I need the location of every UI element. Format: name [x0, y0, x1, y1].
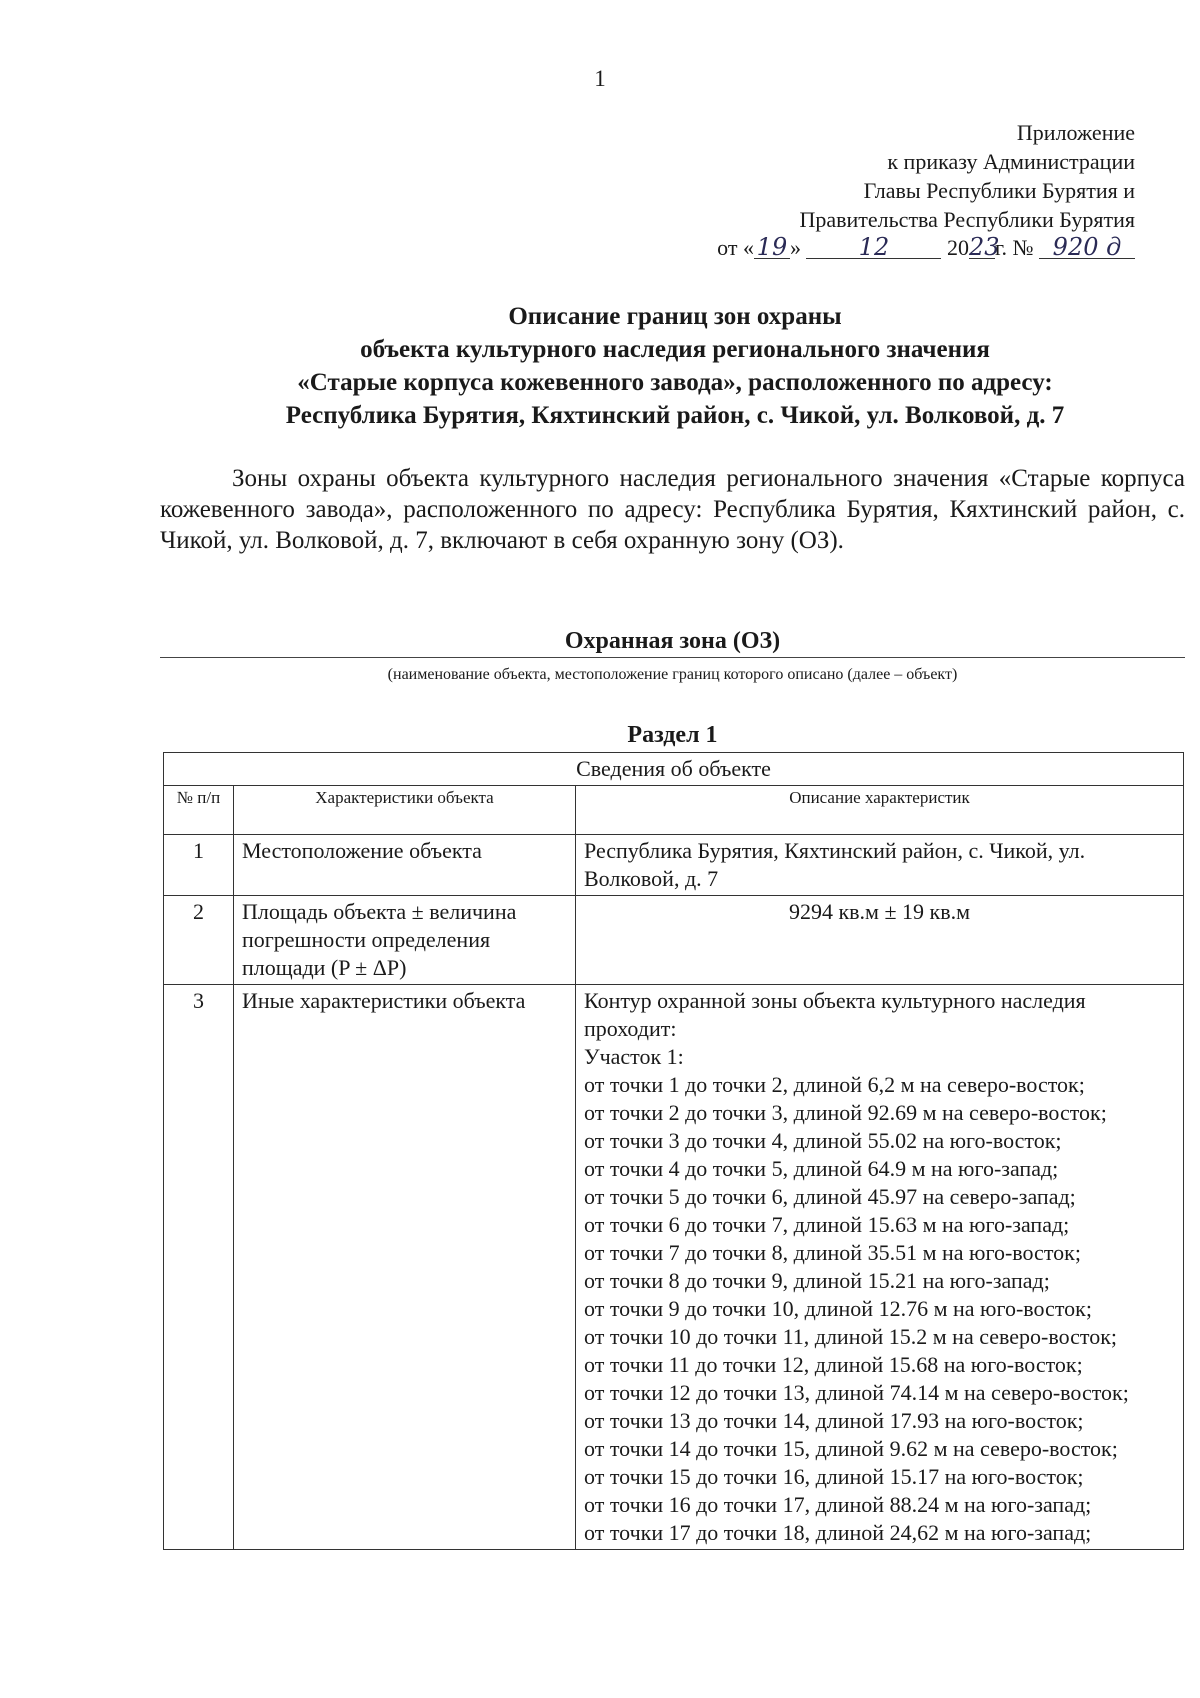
object-info-table: [163, 752, 1184, 1550]
order-prefix: от «: [717, 235, 754, 260]
table-caption: Сведения об объекте: [164, 753, 1184, 786]
appendix-line: Главы Республики Бурятия и: [863, 178, 1135, 203]
row-number: 1: [164, 835, 234, 896]
appendix-line: Приложение: [1016, 120, 1135, 145]
appendix-line: к приказу Администрации: [887, 149, 1135, 174]
row-description-list: [576, 985, 1184, 1550]
table-row: [164, 985, 1184, 1550]
boundary-line: от точки 15 до точки 16, длиной 15.17 на юго-восток;: [584, 1464, 1084, 1489]
row-characteristic: Иные характеристики объекта: [234, 985, 576, 1550]
boundary-line: от точки 17 до точки 18, длиной 24,62 м на юго-запад;: [584, 1520, 1092, 1545]
header-characteristic: Характеристики объекта: [234, 786, 576, 835]
header-number: № п/п: [164, 786, 234, 835]
document-title: [150, 300, 1200, 432]
page-number: 1: [594, 66, 606, 91]
boundary-line: от точки 10 до точки 11, длиной 15.2 м на северо-восток;: [584, 1324, 1118, 1349]
row-description: Республика Бурятия, Кяхтинский район, с. Чикой, ул. Волковой, д. 7: [576, 835, 1184, 896]
section-title: Раздел 1: [627, 722, 718, 748]
row-number: 3: [164, 985, 234, 1550]
order-mid: »: [789, 235, 801, 260]
boundary-line: от точки 14 до точки 15, длиной 9.62 м на северо-восток;: [584, 1436, 1118, 1461]
boundary-line: от точки 5 до точки 6, длиной 45.97 на северо-запад;: [584, 1184, 1076, 1209]
table-header-row: [164, 786, 1184, 835]
appendix-line: Правительства Республики Бурятия: [799, 207, 1135, 232]
boundary-line: от точки 4 до точки 5, длиной 64.9 м на юго-запад;: [584, 1156, 1059, 1181]
boundary-line: от точки 12 до точки 13, длиной 74.14 м на северо-восток;: [584, 1380, 1129, 1405]
row-description: 9294 кв.м ± 19 кв.м: [576, 896, 1184, 985]
appendix-block: [799, 118, 1135, 234]
boundary-line: от точки 6 до точки 7, длиной 15.63 м на юго-запад;: [584, 1212, 1070, 1237]
order-month-handwritten: 12: [806, 236, 941, 259]
boundary-line: от точки 9 до точки 10, длиной 12.76 м на юго-восток;: [584, 1296, 1092, 1321]
zone-caption: (наименование объекта, местоположение границ которого описано (далее – объект): [387, 666, 958, 683]
boundary-line: от точки 13 до точки 14, длиной 17.93 на юго-восток;: [584, 1408, 1084, 1433]
boundary-line: от точки 7 до точки 8, длиной 35.51 м на юго-восток;: [584, 1240, 1081, 1265]
order-year-handwritten: 23: [968, 233, 1000, 261]
header-description: Описание характеристик: [576, 786, 1184, 835]
title-line: Республика Бурятия, Кяхтинский район, с. Чикой, ул. Волковой, д. 7: [285, 402, 1065, 429]
boundary-line: от точки 8 до точки 9, длиной 15.21 на юго-запад;: [584, 1268, 1050, 1293]
row-characteristic: Местоположение объекта: [234, 835, 576, 896]
boundary-line: от точки 2 до точки 3, длиной 92.69 м на северо-восток;: [584, 1100, 1107, 1125]
title-line: Описание границ зон охраны: [508, 303, 842, 330]
title-line: «Старые корпуса кожевенного завода», расположенного по адресу:: [297, 369, 1053, 396]
row-characteristic: Площадь объекта ± величина погрешности определения площади (P ± ΔP): [234, 896, 576, 985]
boundary-line: от точки 16 до точки 17, длиной 88.24 м на юго-запад;: [584, 1492, 1092, 1517]
order-year-label: г. №: [994, 235, 1034, 260]
intro-paragraph: Зоны охраны объекта культурного наследия регионального значения «Старые корпуса кожевенного завода», расположенного по адресу: Республика Бурятия, Кяхтинский район, с. Чикой, ул. Волковой, д. 7, включают в себя охранную зону (ОЗ).: [160, 465, 1185, 554]
zone-title: Охранная зона (ОЗ): [160, 628, 1185, 658]
order-number-handwritten: 920 д: [1039, 236, 1135, 259]
row-number: 2: [164, 896, 234, 985]
order-reference: [717, 235, 1135, 261]
boundary-line: Участок 1:: [584, 1044, 684, 1069]
boundary-line: от точки 1 до точки 2, длиной 6,2 м на северо-восток;: [584, 1072, 1085, 1097]
boundary-line: Контур охранной зоны объекта культурного наследия проходит:: [584, 988, 1086, 1041]
boundary-line: от точки 11 до точки 12, длиной 15.68 на юго-восток;: [584, 1352, 1083, 1377]
table-row: [164, 896, 1184, 985]
title-line: объекта культурного наследия регионального значения: [360, 336, 990, 363]
table-caption-row: [164, 753, 1184, 786]
order-year-prefix: 20: [946, 235, 969, 260]
order-day-handwritten: 19: [754, 236, 790, 259]
boundary-line: от точки 3 до точки 4, длиной 55.02 на юго-восток;: [584, 1128, 1062, 1153]
table-row: [164, 835, 1184, 896]
